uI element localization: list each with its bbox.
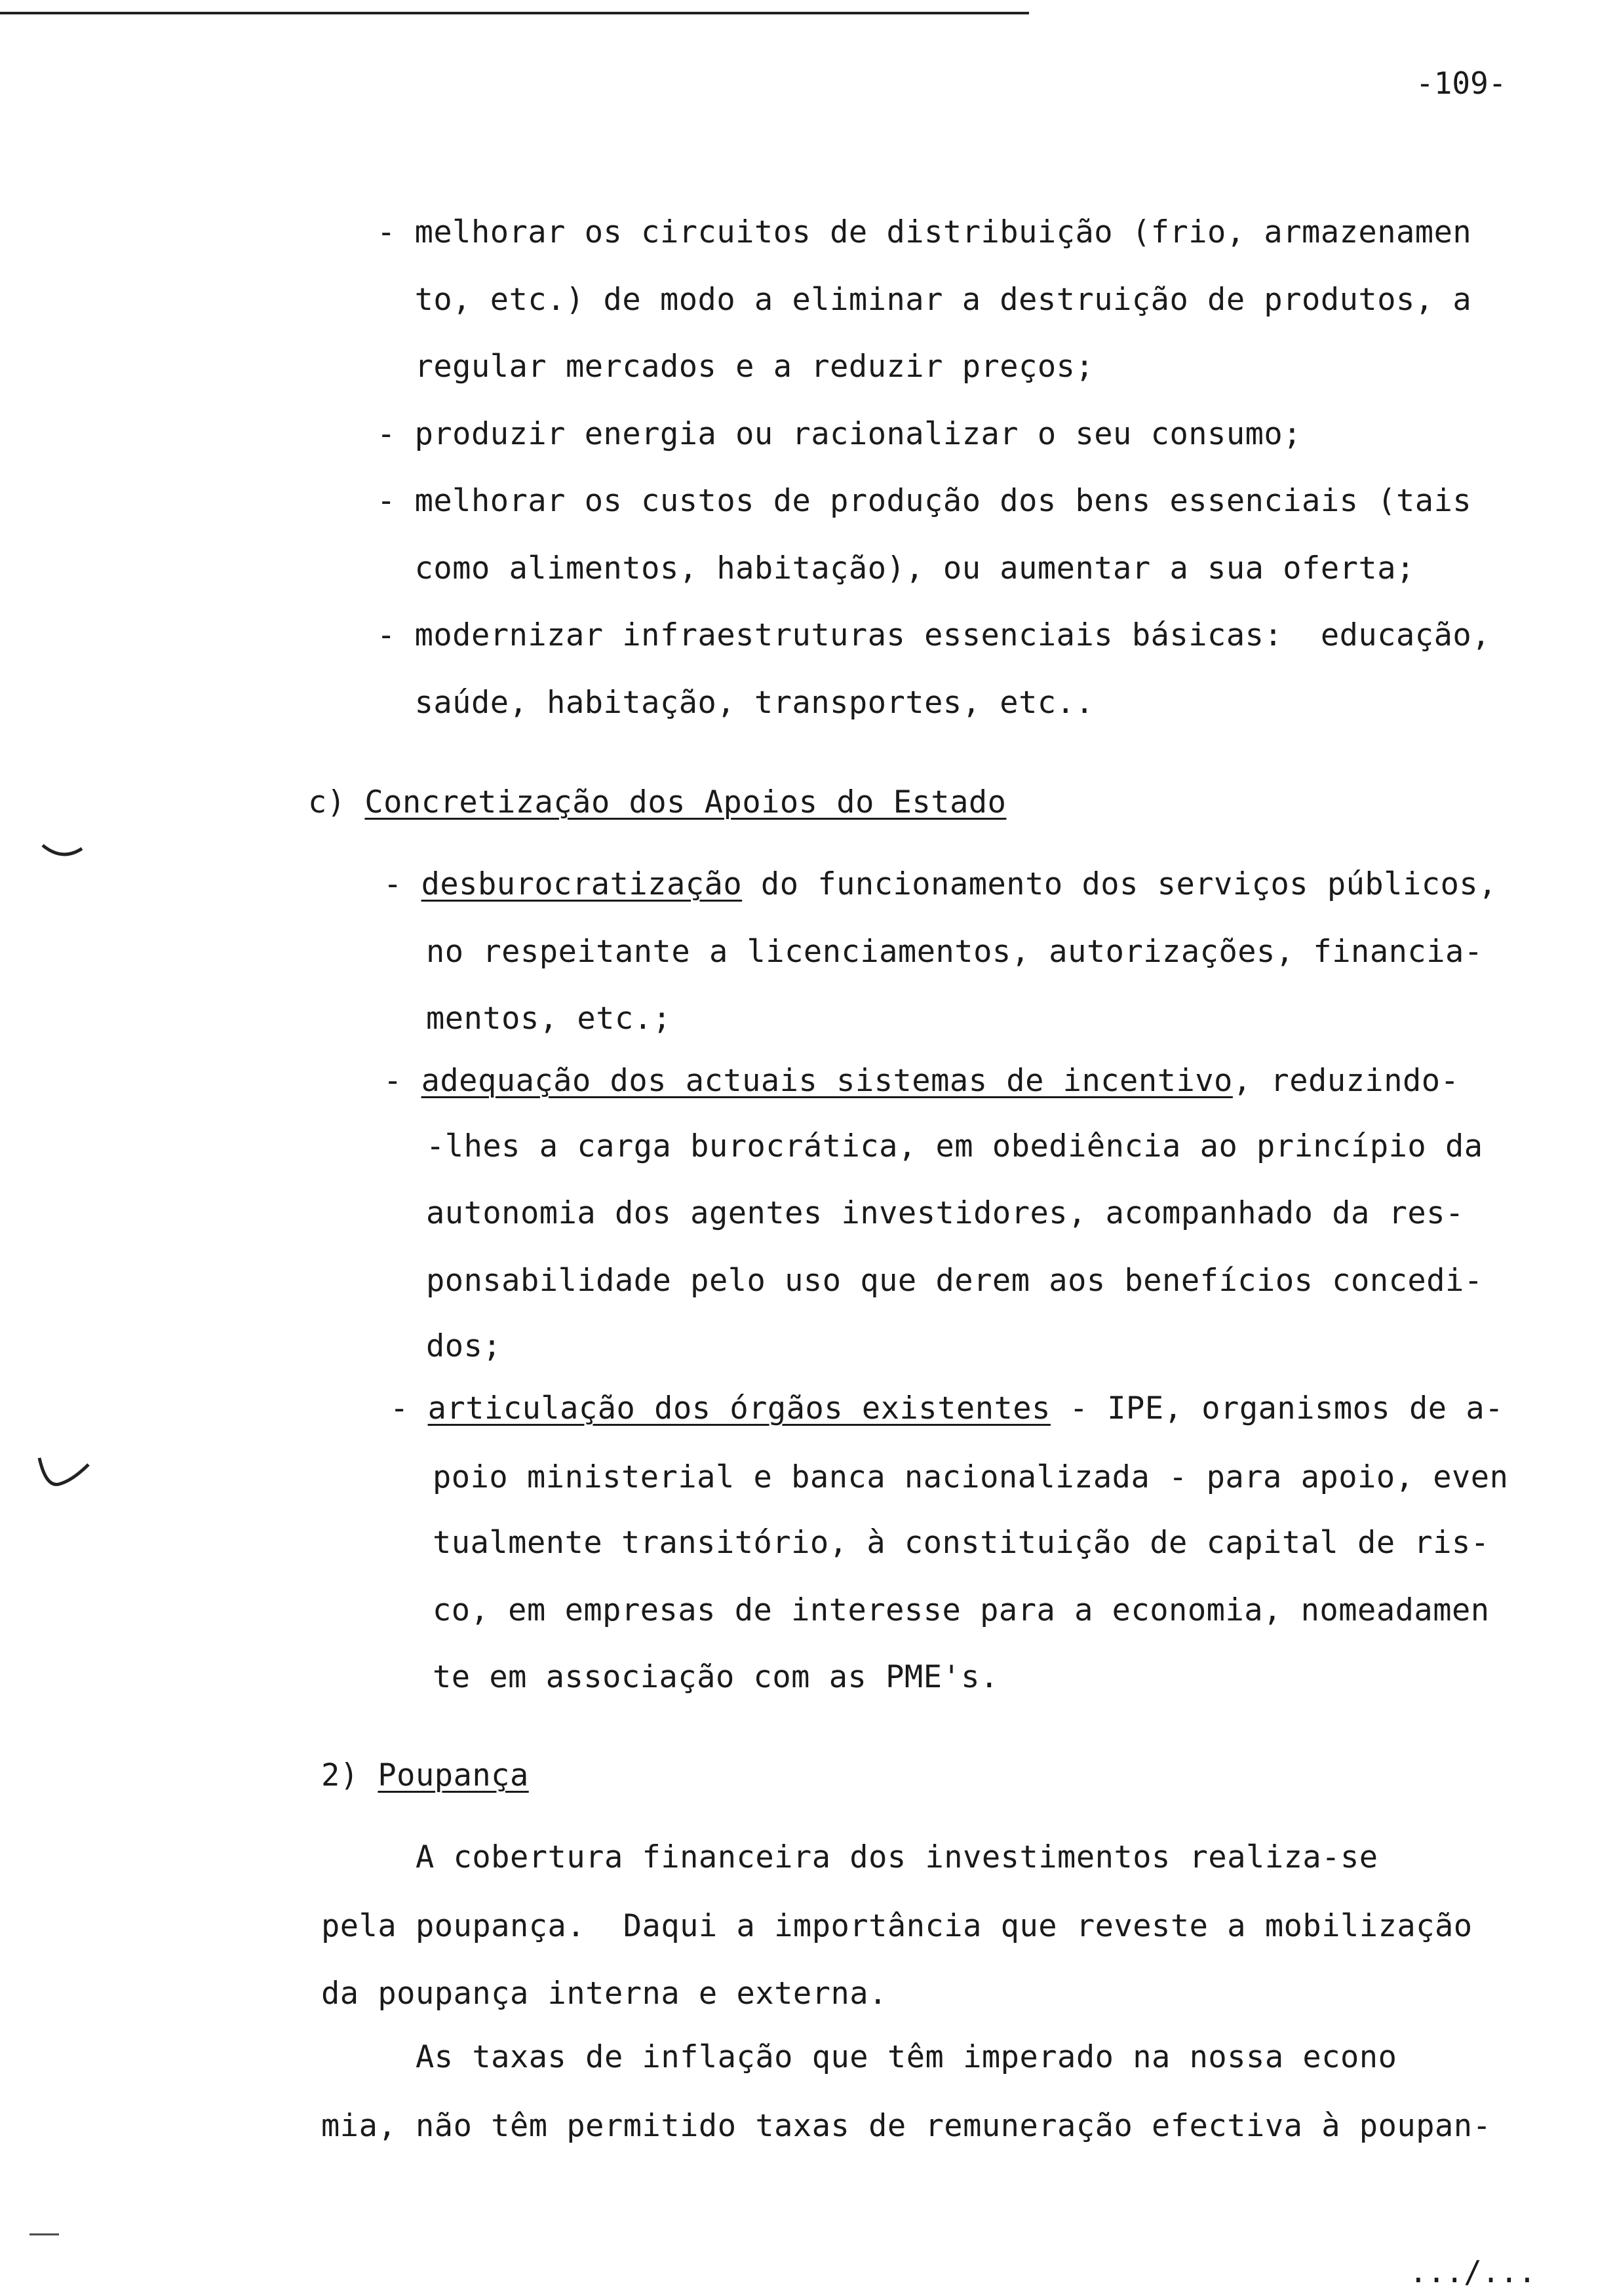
list-line: - modernizar infraestruturas essenciais básicas: educação, xyxy=(377,617,1490,653)
list-dash: - xyxy=(390,1390,409,1426)
item-text: do funcionamento dos serviços públicos, xyxy=(742,866,1497,902)
item-continuation: ponsabilidade pelo uso que derem aos benefícios concedi- xyxy=(426,1263,1483,1299)
scan-mark xyxy=(39,839,98,865)
scan-mark xyxy=(33,1455,92,1501)
page-number: -109- xyxy=(1416,66,1507,101)
section-c-item xyxy=(383,865,1497,904)
item-continuation: co, em empresas de interesse para a economia, nomeadamen xyxy=(433,1592,1490,1628)
list-line: - produzir energia ou racionalizar o seu consumo; xyxy=(377,416,1302,452)
top-rule xyxy=(0,12,1029,14)
section-c-title: Concretização dos Apoios do Estado xyxy=(364,784,1007,820)
list-line: regular mercados e a reduzir preços; xyxy=(377,349,1095,385)
item-text: , reduzindo- xyxy=(1232,1063,1460,1099)
section-2-title: Poupança xyxy=(378,1757,529,1793)
item-continuation: te em associação com as PME's. xyxy=(433,1659,999,1695)
section-2-heading xyxy=(321,1756,529,1795)
list-dash: - xyxy=(383,1063,402,1099)
item-underlined: articulação dos órgãos existentes xyxy=(427,1390,1051,1426)
section-2-label: 2) xyxy=(321,1757,359,1793)
section-c-item xyxy=(390,1389,1504,1428)
item-continuation: autonomia dos agentes investidores, acompanhado da res- xyxy=(426,1195,1464,1231)
list-line: como alimentos, habitação), ou aumentar a sua oferta; xyxy=(377,550,1415,586)
paragraph-line: da poupança interna e externa. xyxy=(321,1976,887,2012)
list-line: to, etc.) de modo a eliminar a destruição de produtos, a xyxy=(377,282,1472,318)
item-continuation: mentos, etc.; xyxy=(426,1001,672,1037)
item-underlined: adequação dos actuais sistemas de incentivo xyxy=(421,1063,1233,1099)
item-continuation: dos; xyxy=(426,1328,502,1364)
continuation-mark: .../... xyxy=(1409,2254,1536,2289)
item-continuation: -lhes a carga burocrática, em obediência ao princípio da xyxy=(426,1128,1483,1164)
section-c-item xyxy=(383,1062,1459,1101)
item-continuation: no respeitante a licenciamentos, autorizações, financia- xyxy=(426,934,1483,970)
item-continuation: poio ministerial e banca nacionalizada - para apoio, even xyxy=(433,1459,1509,1495)
paragraph-line: A cobertura financeira dos investimentos realiza-se xyxy=(321,1839,1378,1875)
paragraph-line: pela poupança. Daqui a importância que reveste a mobilização xyxy=(321,1908,1473,1944)
item-text: - IPE, organismos de a- xyxy=(1050,1390,1504,1426)
item-underlined: desburocratização xyxy=(421,866,743,902)
item-continuation: tualmente transitório, à constituição de capital de ris- xyxy=(433,1525,1490,1561)
section-c-label: c) xyxy=(308,784,346,820)
list-line: saúde, habitação, transportes, etc.. xyxy=(377,685,1095,721)
list-line: - melhorar os circuitos de distribuição (frio, armazenamen xyxy=(377,214,1472,250)
list-dash: - xyxy=(383,866,402,902)
paragraph-line: As taxas de inflação que têm imperado na nossa econo xyxy=(321,2039,1397,2075)
section-c-heading xyxy=(308,783,1006,822)
paragraph-line: mia, não têm permitido taxas de remuneração efectiva à poupan- xyxy=(321,2108,1492,2144)
scan-mark xyxy=(26,2228,66,2241)
list-line: - melhorar os custos de produção dos bens essenciais (tais xyxy=(377,483,1472,519)
